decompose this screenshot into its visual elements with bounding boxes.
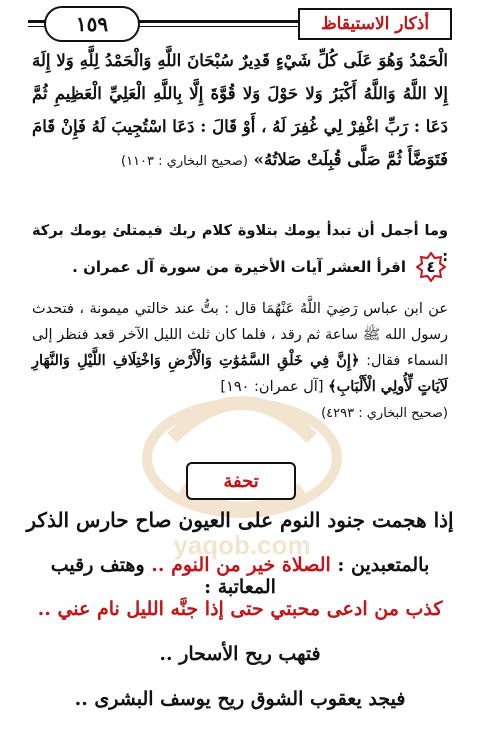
point-text: اقرأ العشر آيات الأخيرة من سورة آل عمران .	[72, 258, 406, 276]
point-number: ٤	[426, 258, 436, 276]
point-item	[72, 252, 446, 282]
poem-line-3: كذب من ادعى محبتي حتى إذا جنَّه الليل نام عني ..	[37, 598, 443, 620]
poem-line-2-a: بالمتعبدين :	[337, 554, 430, 576]
hadith-paragraph	[32, 44, 448, 178]
story-paragraph	[32, 296, 448, 427]
poem-line-5: فيجد يعقوب الشوق ريح يوسف البشرى ..	[74, 688, 406, 710]
poem-line-2	[24, 554, 456, 598]
gift-heading: تحفة	[186, 462, 296, 500]
quran-verse: ﴿إِنَّ فِي خَلْقِ السَّمَٰوَٰتِ وَالْأَرْضِ وَاخْتِلَافِ اللَّيْلِ وَالنَّهَارِ لَآيَاتٍ لِّأُولِي الْأَلْبَابِ﴾	[32, 352, 448, 395]
hadith-text: الْحَمْدُ وَهُوَ عَلَى كُلِّ شَيْءٍ قَدِيرٌ سُبْحَانَ اللَّهِ وَالْحَمْدُ لِلَّهِ وَلا إِلَهَ إِلا اللَّهُ وَاللَّهُ أَكْبَرُ وَلا حَوْلَ وَلا قُوَّةَ إِلَّا بِاللَّهِ الْعَلِيِّ الْعَظِيمِ ثُمَّ دَعَا : رَبِّ اغْفِرْ لِي غُفِرَ لَهُ ، أَوْ قَالَ : دَعَا اسْتُجِيبَ لَهُ فَإِنْ قَامَ فَتَوَضَّأَ ثُمَّ صَلَّى قُبِلَتْ صَلاتُهُ»	[32, 51, 448, 169]
poem-line-4: فتهب ريح الأسحار ..	[159, 643, 321, 665]
quran-reference: [آل عمران: ١٩٠]	[220, 379, 324, 395]
numbered-star-icon	[416, 252, 446, 282]
watermark-text: yaqob.com	[173, 530, 311, 560]
intro-text: وما أجمل أن تبدأ يومك بتلاوة كلام ربك فيمتلئ يومك بركة :	[32, 223, 448, 265]
story-text: عن ابن عباس رَضِيَ اللَّهُ عَنْهُمَا قال : بتُّ عند خالتي ميمونة ، فتحدث رسول الله ﷺ ساعة ثم رقد ، فلما كان ثلث الليل الآخر قعد فنظر إلى السماء فقال:	[32, 301, 448, 369]
poem-line-1: إذا هجمت جنود النوم على العيون صاح حارس الذكر	[26, 508, 454, 532]
hadith-reference: (صحيح البخاري : ١١٠٣)	[120, 154, 248, 169]
poem-line-2-c: وهتف رقيب المعاتبة :	[50, 554, 276, 598]
page-number: ١٥٩	[44, 6, 140, 42]
story-reference: (صحيح البخاري : ٤٢٩٣)	[321, 406, 448, 421]
poem-line-2-b: الصلاة خير من النوم ..	[151, 554, 331, 576]
chapter-title: أذكار الاستيقاظ	[298, 8, 452, 40]
